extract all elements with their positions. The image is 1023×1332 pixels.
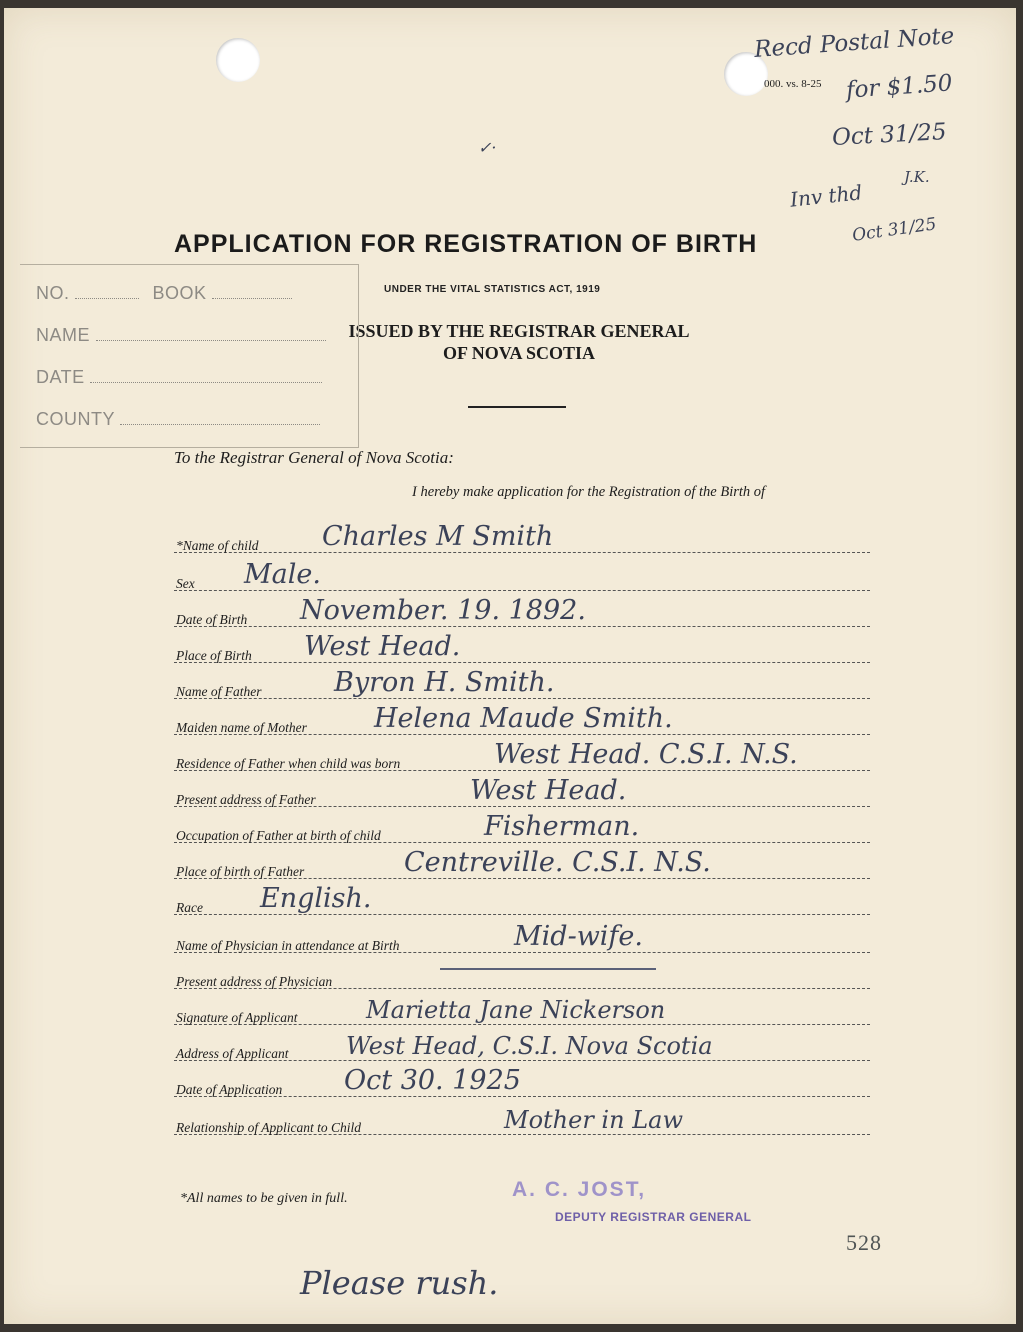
father-birthplace-value: Centreville. C.S.I. N.S.: [404, 847, 711, 878]
relationship-value: Mother in Law: [504, 1106, 683, 1134]
stamp-row-name: [36, 325, 326, 346]
annotation-postal-note: Recd Postal Note: [753, 23, 956, 63]
father-occupation-value: Fisherman.: [484, 811, 640, 842]
footnote: *All names to be given in full.: [180, 1191, 348, 1206]
bottom-handwritten-note: Please rush.: [300, 1264, 499, 1302]
field-race: Race English.: [174, 880, 870, 915]
form-subtitle: UNDER THE VITAL STATISTICS ACT, 1919: [384, 284, 601, 295]
annotation-initials: J.K.: [904, 168, 930, 186]
issuer-line-1: ISSUED BY THE REGISTRAR GENERAL: [348, 321, 690, 341]
stamp-no-label: NO.: [36, 283, 70, 303]
field-sex: Sex Male.: [174, 556, 870, 591]
issuer-line-2: OF NOVA SCOTIA: [442, 343, 596, 363]
form-number: 000. vs. 8-25: [764, 78, 822, 90]
father-name-value: Byron H. Smith.: [334, 667, 555, 698]
stamp-book-label: BOOK: [152, 283, 207, 303]
issuer-block: [294, 320, 744, 364]
application-date-value: Oct 30. 1925: [344, 1065, 521, 1096]
intro-text: I hereby make application for the Registration of the Birth of: [412, 484, 766, 500]
sex-value: Male.: [244, 559, 321, 590]
physician-address-strike: [440, 968, 656, 970]
document-number: 528: [846, 1230, 882, 1255]
child-name-value: Charles M Smith: [322, 521, 554, 552]
father-residence-value: West Head. C.S.I. N.S.: [494, 739, 798, 770]
field-applicant-signature: Signature of Applicant Marietta Jane Nickerson: [174, 990, 870, 1025]
field-child-name: *Name of child Charles M Smith: [174, 518, 870, 553]
field-physician-name: Name of Physician in attendance at Birth Mid-wife.: [174, 918, 870, 953]
stamp-row-date: [36, 367, 322, 388]
office-use-box: [20, 264, 359, 448]
applicant-signature-value: Marietta Jane Nickerson: [366, 996, 666, 1024]
father-address-value: West Head.: [470, 775, 627, 806]
annotation-amount: for $1.50: [845, 70, 954, 104]
tick-mark: ✓·: [478, 138, 497, 157]
stamp-row-county: [36, 409, 320, 430]
field-relationship: Relationship of Applicant to Child Mother in Law: [174, 1100, 870, 1135]
punch-hole: [216, 38, 260, 82]
stamp-name-label: NAME: [36, 325, 91, 345]
field-mother-maiden-name: Maiden name of Mother Helena Maude Smith.: [174, 700, 870, 735]
field-father-birthplace: Place of birth of Father Centreville. C.S.I. N.S.: [174, 844, 870, 879]
race-value: English.: [260, 883, 372, 914]
salutation: To the Registrar General of Nova Scotia:: [174, 448, 454, 467]
annotation-inv: Inv thd: [788, 180, 864, 212]
form-title: APPLICATION FOR REGISTRATION OF BIRTH: [174, 230, 758, 258]
stamp-county-label: COUNTY: [36, 409, 115, 429]
field-physician-address: Present address of Physician: [174, 954, 870, 989]
annotation-date-2: Oct 31/25: [851, 214, 938, 246]
title-rule: [468, 406, 566, 408]
place-of-birth-value: West Head.: [304, 631, 461, 662]
stamp-row-no: [36, 283, 292, 304]
officer-stamp-title: DEPUTY REGISTRAR GENERAL: [555, 1210, 752, 1224]
field-father-occupation: Occupation of Father at birth of child Fisherman.: [174, 808, 870, 843]
officer-stamp-name: A. C. JOST,: [512, 1178, 647, 1201]
date-of-birth-value: November. 19. 1892.: [300, 595, 586, 626]
applicant-address-value: West Head, C.S.I. Nova Scotia: [346, 1032, 713, 1060]
mother-maiden-name-value: Helena Maude Smith.: [374, 703, 673, 734]
field-father-residence: Residence of Father when child was born West Head. C.S.I. N.S.: [174, 736, 870, 771]
stamp-date-label: DATE: [36, 367, 85, 387]
field-father-name: Name of Father Byron H. Smith.: [174, 664, 870, 699]
field-applicant-address: Address of Applicant West Head, C.S.I. Nova Scotia: [174, 1026, 870, 1061]
field-application-date: Date of Application Oct 30. 1925: [174, 1062, 870, 1097]
physician-name-value: Mid-wife.: [514, 921, 643, 952]
document-page: [4, 8, 1016, 1324]
annotation-date: Oct 31/25: [831, 119, 948, 151]
field-place-of-birth: Place of Birth West Head.: [174, 628, 870, 663]
field-father-address: Present address of Father West Head.: [174, 772, 870, 807]
field-date-of-birth: Date of Birth November. 19. 1892.: [174, 592, 870, 627]
